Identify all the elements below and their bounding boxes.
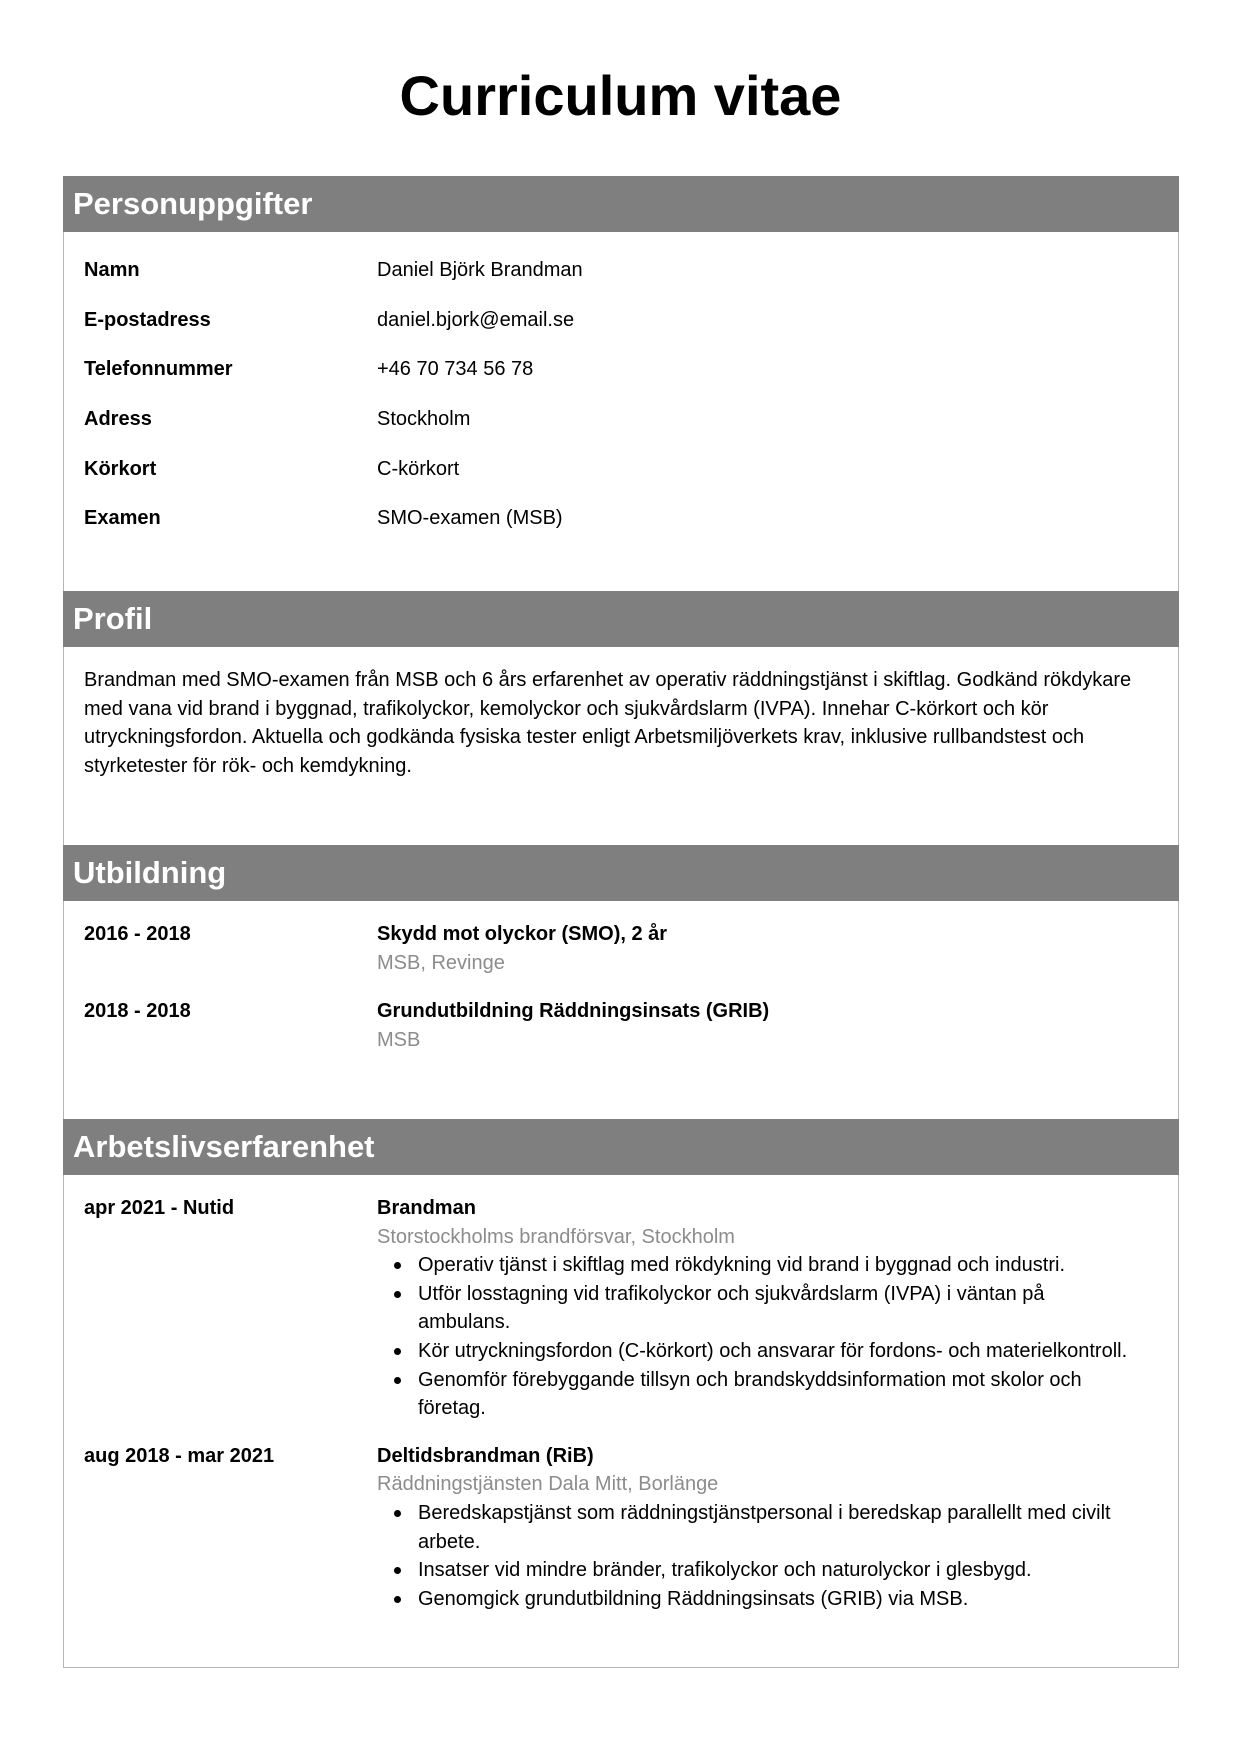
duty-list	[377, 1251, 1148, 1423]
entry-title: Brandman	[377, 1197, 476, 1219]
info-label: Examen	[84, 507, 161, 530]
info-label: E-postadress	[84, 308, 211, 331]
section-heading: Personuppgifter	[63, 176, 1179, 232]
list-item: Genomför förebyggande tillsyn och brandskyddsinformation mot skolor och företag.	[377, 1366, 1148, 1423]
list-item: Beredskapstjänst som räddningstjänstpersonal i beredskap parallellt med civilt arbete.	[377, 1499, 1148, 1556]
info-label: Namn	[84, 259, 140, 282]
duty-list	[377, 1499, 1148, 1613]
section-profile	[63, 591, 1179, 859]
education-entry	[64, 997, 1178, 1054]
entry-title: Deltidsbrandman (RiB)	[377, 1444, 594, 1467]
experience-list	[63, 1175, 1179, 1668]
section-heading: Utbildning	[63, 845, 1179, 901]
education-entry	[64, 920, 1178, 977]
entry-title: Grundutbildning Räddningsinsats (GRIB)	[377, 1000, 770, 1023]
info-row-address	[64, 395, 1178, 445]
info-row-exam	[64, 494, 1178, 544]
entry-dates: apr 2021 - Nutid	[84, 1197, 235, 1219]
info-row-name	[64, 246, 1178, 296]
entry-details	[377, 1442, 1178, 1614]
list-item: Operativ tjänst i skiftlag med rökdykning vid brand i byggnad och industri.	[377, 1251, 1148, 1280]
info-label: Körkort	[84, 457, 157, 480]
list-item: Genomgick grundutbildning Räddningsinsats (GRIB) via MSB.	[377, 1585, 1148, 1614]
personal-info-table	[63, 232, 1179, 606]
section-personal-info	[63, 176, 1179, 606]
experience-entry	[64, 1442, 1178, 1614]
info-value: daniel.bjork@email.se	[377, 308, 575, 331]
info-row-license	[64, 444, 1178, 494]
list-item: Kör utryckningsfordon (C-körkort) och ansvarar för fordons- och materielkontroll.	[377, 1337, 1148, 1366]
info-label: Telefonnummer	[84, 358, 233, 381]
section-heading: Profil	[63, 591, 1179, 647]
entry-dates: aug 2018 - mar 2021	[84, 1444, 275, 1467]
entry-organization: MSB, Revinge	[377, 951, 505, 974]
list-item: Utför losstagning vid trafikolyckor och sjukvårdslarm (IVPA) i väntan på ambulans.	[377, 1280, 1148, 1337]
info-value: Stockholm	[377, 408, 471, 431]
info-row-phone	[64, 345, 1178, 395]
entry-dates: 2016 - 2018	[84, 923, 191, 945]
profile-text: Brandman med SMO-examen från MSB och 6 års erfarenhet av operativ räddningstjänst i skiftlag. Godkänd rökdykare med vana vid brand i byggnad, trafikolyckor, kemolyckor och sjukvårdslarm (IVPA). Innehar C-körkort och kör utryckningsfordon. Aktuella och godkända fysiska tester enligt Arbetsmiljöverkets krav, inklusive rullbandstest och styrketester för rök- och kemdykning.	[84, 669, 1132, 777]
section-heading: Arbetslivserfarenhet	[63, 1119, 1179, 1175]
entry-details	[377, 920, 1178, 977]
entry-organization: Räddningstjänsten Dala Mitt, Borlänge	[377, 1473, 719, 1496]
experience-entry	[64, 1194, 1178, 1423]
info-row-email	[64, 296, 1178, 346]
info-value: +46 70 734 56 78	[377, 358, 534, 381]
info-label: Adress	[84, 408, 152, 431]
info-value: SMO-examen (MSB)	[377, 507, 563, 530]
list-item: Insatser vid mindre bränder, trafikolyckor och naturolyckor i glesbygd.	[377, 1556, 1148, 1585]
entry-organization: MSB	[377, 1028, 421, 1051]
entry-details	[377, 997, 1178, 1054]
entry-details	[377, 1194, 1178, 1423]
section-education	[63, 845, 1179, 1134]
section-experience	[63, 1119, 1179, 1668]
entry-organization: Storstockholms brandförsvar, Stockholm	[377, 1225, 735, 1248]
entry-title: Skydd mot olyckor (SMO), 2 år	[377, 923, 668, 945]
info-value: C-körkort	[377, 457, 460, 480]
info-value: Daniel Björk Brandman	[377, 259, 583, 282]
education-list	[63, 901, 1179, 1134]
profile-body	[63, 647, 1179, 859]
entry-dates: 2018 - 2018	[84, 1000, 191, 1023]
document-title: Curriculum vitae	[399, 64, 842, 127]
